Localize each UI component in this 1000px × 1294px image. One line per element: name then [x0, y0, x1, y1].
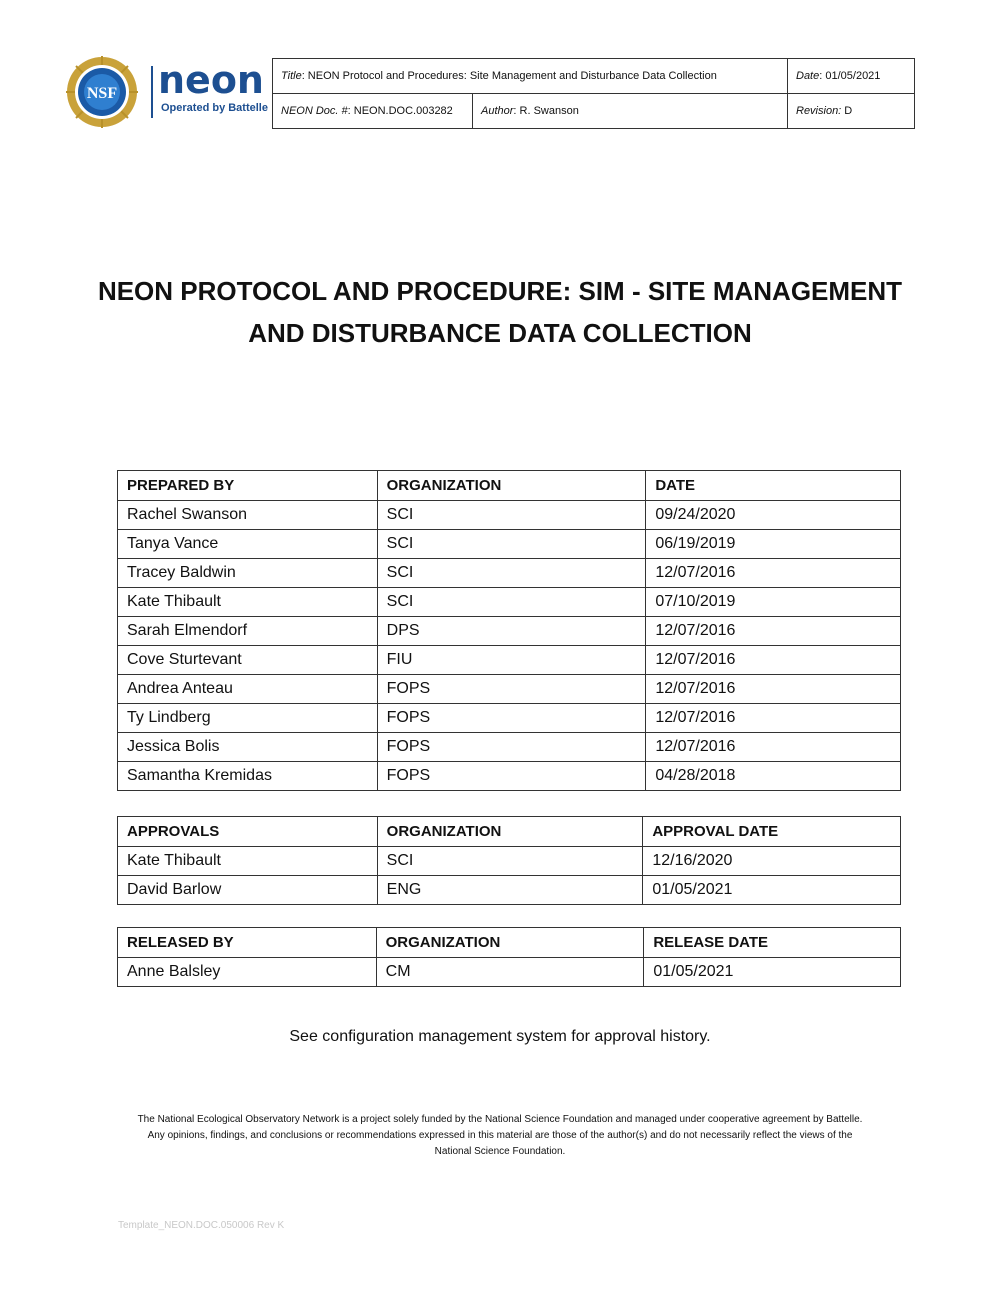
name-cell: Andrea Anteau — [118, 675, 378, 704]
name-cell: Tanya Vance — [118, 530, 378, 559]
template-id: Template_NEON.DOC.050006 Rev K — [118, 1220, 285, 1231]
name-cell: Cove Sturtevant — [118, 646, 378, 675]
organization-cell: DPS — [377, 617, 646, 646]
table-row — [118, 617, 901, 646]
table-row — [118, 958, 901, 987]
seal-text: NSF — [86, 85, 118, 102]
document-header-table — [272, 58, 915, 129]
table-row — [118, 733, 901, 762]
organization-cell: SCI — [377, 501, 646, 530]
name-cell: Ty Lindberg — [118, 704, 378, 733]
document-title: NEON PROTOCOL AND PROCEDURE: SIM - SITE MANAGEMENT AND DISTURBANCE DATA COLLECTION — [97, 276, 903, 348]
table-row — [118, 847, 901, 876]
date-cell: 01/05/2021 — [644, 958, 901, 987]
approvals-table — [117, 816, 901, 905]
name-cell: Kate Thibault — [118, 847, 378, 876]
header-doc-cell: NEON Doc. #: NEON.DOC.003282 — [273, 94, 473, 129]
operated-by-text: Operated by Battelle — [161, 102, 268, 114]
prepared-by-table — [117, 470, 901, 791]
table-row — [118, 530, 901, 559]
table-row — [118, 762, 901, 791]
approval-history-note: See configuration management system for approval history. — [289, 1028, 711, 1045]
date-cell: 12/07/2016 — [646, 559, 901, 588]
date-cell: 12/07/2016 — [646, 675, 901, 704]
table-row — [118, 876, 901, 905]
organization-cell: SCI — [377, 559, 646, 588]
date-cell: 12/07/2016 — [646, 733, 901, 762]
date-cell: 12/16/2020 — [643, 847, 901, 876]
released-by-table — [117, 927, 901, 987]
organization-cell: CM — [376, 958, 644, 987]
date-cell: 07/10/2019 — [646, 588, 901, 617]
table-row — [118, 559, 901, 588]
header-title-cell: Title: NEON Protocol and Procedures: Site Management and Disturbance Data Collection — [273, 59, 788, 94]
nsf-seal-icon — [66, 56, 138, 128]
table-row — [118, 588, 901, 617]
name-cell: David Barlow — [118, 876, 378, 905]
name-cell: Sarah Elmendorf — [118, 617, 378, 646]
date-cell: 12/07/2016 — [646, 617, 901, 646]
date-cell: 04/28/2018 — [646, 762, 901, 791]
date-cell: 12/07/2016 — [646, 704, 901, 733]
header-revision-cell: Revision: D — [788, 94, 915, 129]
table-row — [118, 501, 901, 530]
date-cell: 06/19/2019 — [646, 530, 901, 559]
organization-cell: FOPS — [377, 762, 646, 791]
table-row — [118, 646, 901, 675]
name-cell: Tracey Baldwin — [118, 559, 378, 588]
neon-wordmark: neon — [158, 58, 264, 102]
name-cell: Samantha Kremidas — [118, 762, 378, 791]
organization-cell: SCI — [377, 588, 646, 617]
name-cell: Rachel Swanson — [118, 501, 378, 530]
name-cell: Anne Balsley — [118, 958, 377, 987]
logo-divider — [151, 66, 153, 118]
name-cell: Jessica Bolis — [118, 733, 378, 762]
table-header-row: PREPARED BY ORGANIZATION DATE — [118, 471, 901, 501]
organization-cell: SCI — [377, 847, 643, 876]
organization-cell: FOPS — [377, 733, 646, 762]
date-cell: 12/07/2016 — [646, 646, 901, 675]
organization-cell: FIU — [377, 646, 646, 675]
table-header-row: RELEASED BY ORGANIZATION RELEASE DATE — [118, 928, 901, 958]
table-row — [118, 704, 901, 733]
header-author-cell: Author: R. Swanson — [473, 94, 788, 129]
organization-cell: SCI — [377, 530, 646, 559]
funding-disclaimer: The National Ecological Observatory Network is a project solely funded by the National Science Foundation and managed under cooperative agreement by Battelle. Any opinions, findings, and conclusions or recommendations expressed in this material are those of the author(s) and do not necessarily reflect the views of the National Science Foundation. — [137, 1114, 863, 1157]
header-date-cell: Date: 01/05/2021 — [788, 59, 915, 94]
organization-cell: FOPS — [377, 704, 646, 733]
neon-nsf-logo — [66, 56, 271, 130]
name-cell: Kate Thibault — [118, 588, 378, 617]
date-cell: 01/05/2021 — [643, 876, 901, 905]
organization-cell: FOPS — [377, 675, 646, 704]
table-row — [118, 675, 901, 704]
date-cell: 09/24/2020 — [646, 501, 901, 530]
organization-cell: ENG — [377, 876, 643, 905]
table-header-row: APPROVALS ORGANIZATION APPROVAL DATE — [118, 817, 901, 847]
